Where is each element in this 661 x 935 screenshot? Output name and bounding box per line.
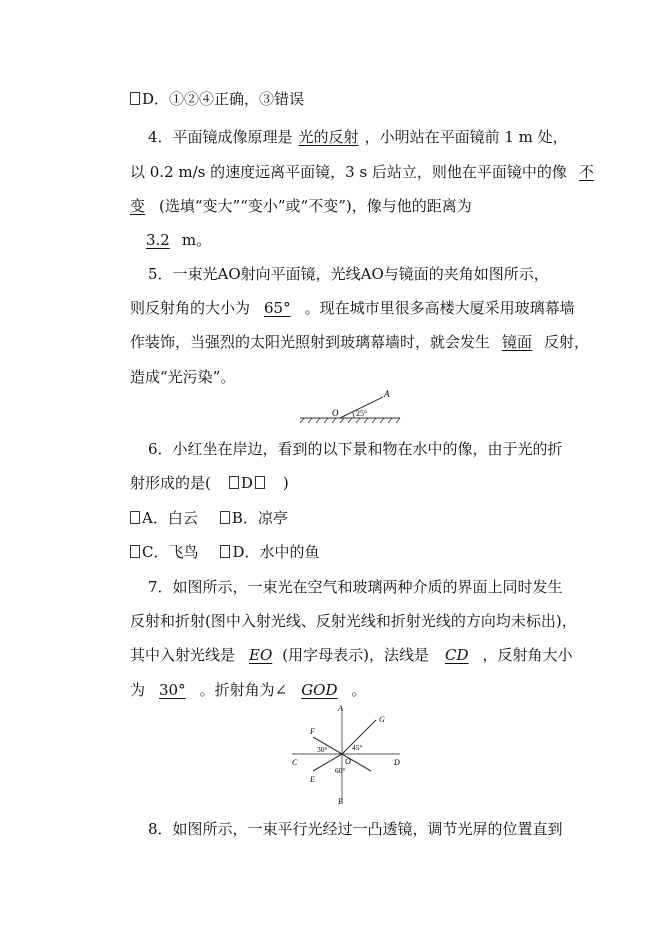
q6-option-b: B．凉亭 bbox=[231, 509, 288, 527]
q6-option-c: C．飞鸟 bbox=[142, 543, 199, 561]
label-o: O bbox=[345, 757, 351, 766]
label-o: O bbox=[332, 408, 339, 418]
q6-option-d: D．水中的鱼 bbox=[232, 543, 320, 561]
label-45: 45° bbox=[352, 743, 363, 752]
q5-line-2: 则反射角的大小为 65° 。现在城市里很多高楼大厦采用玻璃幕墙 bbox=[130, 299, 575, 317]
q6-options-row-1 bbox=[130, 507, 288, 529]
label-a: A bbox=[338, 704, 343, 713]
q6-answer: D bbox=[240, 474, 253, 492]
q5-mirror-figure bbox=[296, 388, 408, 424]
q6-line-2: 射形成的是( D ) bbox=[130, 474, 289, 492]
q5-line-4: 造成“光污染”。 bbox=[130, 368, 236, 386]
q6-option-a: A．白云 bbox=[142, 509, 198, 527]
q8-line-1: 8．如图所示，一束平行光经过一凸透镜，调节光屏的位置直到 bbox=[148, 820, 563, 838]
q4-blank-4: 3.2 bbox=[146, 231, 170, 249]
checkbox-icon bbox=[130, 545, 140, 558]
label-a: A bbox=[384, 389, 390, 399]
label-angle: 25° bbox=[356, 409, 368, 418]
q5-blank-2: 镜面 bbox=[502, 333, 533, 351]
q4-line-2: 以 0.2 m/s 的速度远离平面镜，3 s 后站立，则他在平面镜中的像 不 bbox=[130, 163, 594, 181]
q6-options-row-2 bbox=[130, 541, 320, 563]
label-c: C bbox=[292, 758, 298, 767]
mirror-hatching bbox=[300, 418, 400, 423]
q7-line-1: 7．如图所示，一束光在空气和玻璃两种介质的界面上同时发生 bbox=[148, 578, 563, 596]
q4-blank-1: 光的反射 bbox=[298, 128, 359, 146]
q4-line-1: 4．平面镜成像原理是 光的反射 ，小明站在平面镜前 1 m 处， bbox=[148, 128, 568, 146]
checkbox-icon bbox=[229, 476, 239, 489]
q6-line-1: 6．小红坐在岸边，看到的以下景和物在水中的像，由于光的折 bbox=[148, 440, 563, 458]
q7-blank-4: GOD bbox=[301, 681, 338, 699]
q7-blank-3: 30° bbox=[159, 681, 186, 699]
checkbox-icon bbox=[130, 92, 140, 105]
q4-line-4: 3.2 m。 bbox=[130, 229, 211, 251]
label-g: G bbox=[379, 715, 385, 724]
checkbox-icon bbox=[130, 511, 140, 524]
q5-blank-1: 65° bbox=[264, 299, 291, 317]
q5-line-1: 5．一束光AO射向平面镜，光线AO与镜面的夹角如图所示， bbox=[148, 265, 549, 283]
q7-blank-1: EO bbox=[249, 646, 273, 664]
q4-blank-2: 不 bbox=[578, 163, 594, 181]
label-f: F bbox=[310, 727, 315, 736]
label-d: D bbox=[394, 758, 400, 767]
q4-line-3: 变 (选填“变大”“变小”或“不变”)，像与他的距离为 bbox=[130, 197, 472, 215]
q3-option-d: D．①②④正确，③错误 bbox=[130, 88, 304, 110]
checkbox-icon bbox=[220, 545, 230, 558]
label-60: 60° bbox=[335, 766, 346, 775]
q4-blank-3: 变 bbox=[130, 197, 146, 215]
q7-refraction-figure bbox=[286, 702, 406, 806]
angle-arc bbox=[353, 412, 354, 418]
label-e: E bbox=[310, 775, 315, 784]
checkbox-icon bbox=[220, 511, 230, 524]
q7-line-4: 为 30° 。折射角为∠ GOD 。 bbox=[130, 681, 367, 699]
checkbox-icon bbox=[255, 476, 265, 489]
q7-blank-2: CD bbox=[444, 646, 469, 664]
q5-line-3: 作装饰，当强烈的太阳光照射到玻璃幕墙时，就会发生 镜面 反射， bbox=[130, 333, 590, 351]
label-30: 30° bbox=[317, 745, 328, 754]
q7-line-3: 其中入射光线是 EO (用字母表示)，法线是 CD ，反射角大小 bbox=[130, 646, 573, 664]
q7-line-2: 反射和折射(图中入射光线、反射光线和折射光线的方向均未标出)， bbox=[130, 612, 577, 630]
label-b: B bbox=[338, 797, 343, 806]
